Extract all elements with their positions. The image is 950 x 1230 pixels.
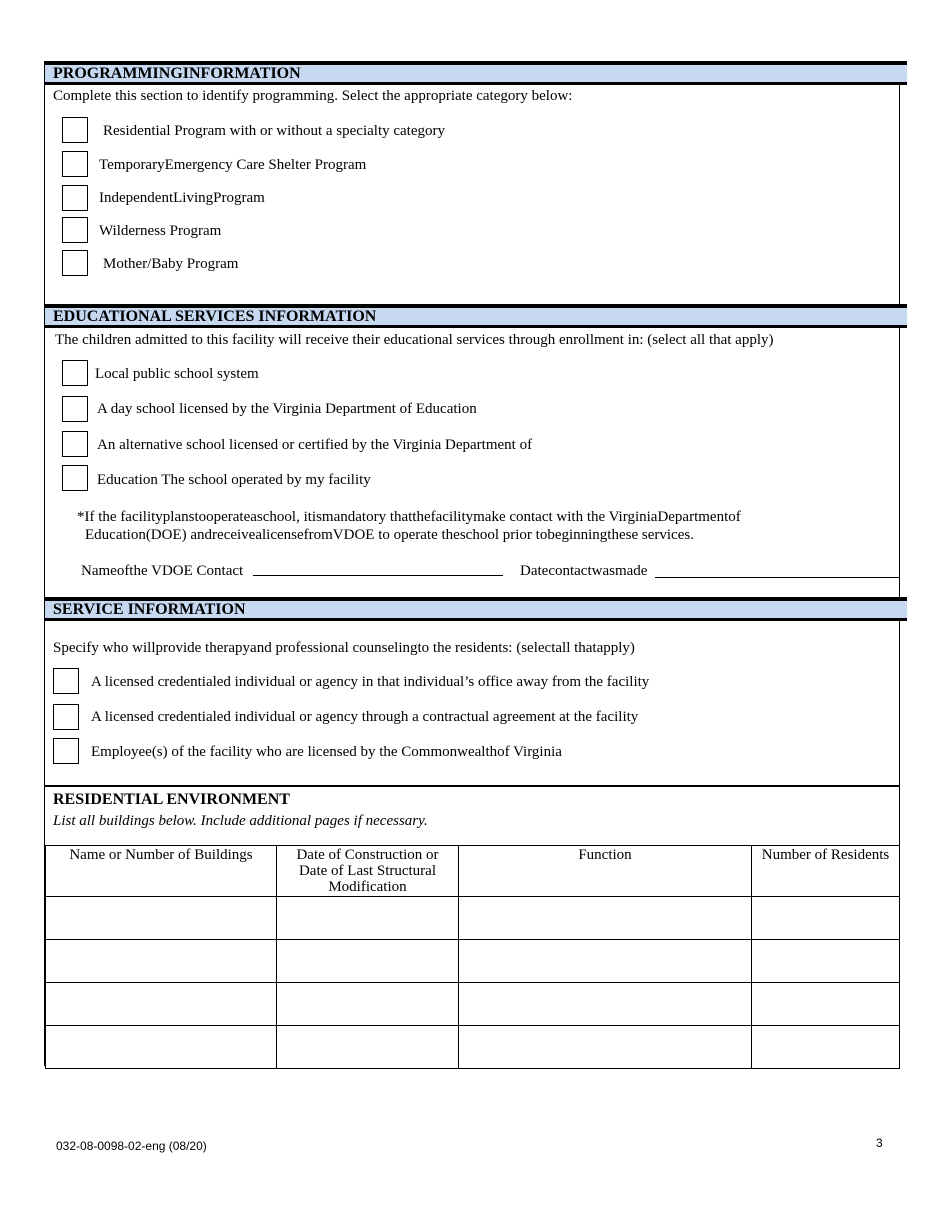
alternative-school-checkbox[interactable] [62, 431, 88, 457]
facility-school-label: Education The school operated by my facility [97, 472, 371, 488]
vdoe-contact-label: Nameofthe VDOE Contact [81, 563, 244, 579]
section-divider [45, 785, 899, 787]
service-instructions: Specify who willprovide therapyand professional counselingto the residents: (selectall thatapply) [53, 640, 635, 656]
mother-baby-program-label: Mother/Baby Program [103, 256, 239, 272]
function-cell[interactable] [459, 940, 752, 983]
residents-cell[interactable] [752, 1026, 900, 1069]
residents-cell[interactable] [752, 897, 900, 940]
education-instructions: The children admitted to this facility will receive their educational services through enrollment in: (select all that apply) [55, 332, 774, 348]
building-name-cell[interactable] [46, 983, 277, 1026]
residents-cell[interactable] [752, 983, 900, 1026]
independent-living-label: IndependentLivingProgram [99, 190, 265, 206]
local-public-school-label: Local public school system [95, 366, 259, 382]
residential-program-label: Residential Program with or without a specialty category [103, 123, 445, 139]
page-number: 3 [876, 1136, 883, 1150]
table-row [46, 1026, 900, 1069]
construction-date-cell[interactable] [277, 940, 459, 983]
function-cell[interactable] [459, 897, 752, 940]
column-header-number-of-residents: Number of Residents [752, 846, 900, 897]
offsite-provider-checkbox[interactable] [53, 668, 79, 694]
facility-school-checkbox[interactable] [62, 465, 88, 491]
column-header-building-name: Name or Number of Buildings [46, 846, 277, 897]
table-header-row [46, 846, 900, 897]
mother-baby-program-checkbox[interactable] [62, 250, 88, 276]
local-public-school-checkbox[interactable] [62, 360, 88, 386]
table-row [46, 897, 900, 940]
doe-license-note-line1: *If the facilityplanstooperateaschool, itismandatory thatthefacilitymake contact with the VirginiaDepartmentof [77, 509, 741, 525]
building-name-cell[interactable] [46, 1026, 277, 1069]
construction-date-cell[interactable] [277, 897, 459, 940]
residential-section-title: RESIDENTIAL ENVIRONMENT [53, 791, 290, 808]
form-id: 032-08-0098-02-eng (08/20) [56, 1139, 207, 1153]
vdoe-contact-input[interactable] [253, 575, 503, 576]
independent-living-checkbox[interactable] [62, 185, 88, 211]
temporary-emergency-shelter-checkbox[interactable] [62, 151, 88, 177]
facility-employee-checkbox[interactable] [53, 738, 79, 764]
column-header-function: Function [459, 846, 752, 897]
function-cell[interactable] [459, 1026, 752, 1069]
table-row [46, 940, 900, 983]
construction-date-cell[interactable] [277, 983, 459, 1026]
column-header-construction-date: Date of Construction or Date of Last Structural Modification [277, 846, 459, 897]
date-contact-input[interactable] [655, 577, 899, 578]
wilderness-program-checkbox[interactable] [62, 217, 88, 243]
day-school-checkbox[interactable] [62, 396, 88, 422]
date-contact-label: Datecontactwasmade [520, 563, 648, 579]
temporary-emergency-shelter-label: TemporaryEmergency Care Shelter Program [99, 157, 367, 173]
residential-section-subtitle: List all buildings below. Include additional pages if necessary. [53, 813, 428, 829]
wilderness-program-label: Wilderness Program [99, 223, 222, 239]
function-cell[interactable] [459, 983, 752, 1026]
table-row [46, 983, 900, 1026]
offsite-provider-label: A licensed credentialed individual or agency in that individual’s office away from the facility [91, 674, 650, 690]
education-section-header: EDUCATIONAL SERVICES INFORMATION [45, 304, 907, 328]
building-name-cell[interactable] [46, 940, 277, 983]
contractual-provider-checkbox[interactable] [53, 704, 79, 730]
doe-license-note-line2: Education(DOE) andreceivealicensefromVDOE to operate theschool prior tobeginningthese services. [85, 527, 694, 543]
construction-date-cell[interactable] [277, 1026, 459, 1069]
contractual-provider-label: A licensed credentialed individual or agency through a contractual agreement at the facility [91, 709, 639, 725]
day-school-label: A day school licensed by the Virginia Department of Education [97, 401, 477, 417]
programming-section-header: PROGRAMMINGINFORMATION [45, 61, 907, 85]
programming-instructions: Complete this section to identify programming. Select the appropriate category below: [53, 88, 573, 104]
alternative-school-label: An alternative school licensed or certified by the Virginia Department of [97, 437, 533, 453]
facility-employee-label: Employee(s) of the facility who are licensed by the Commonwealthof Virginia [91, 744, 562, 760]
residents-cell[interactable] [752, 940, 900, 983]
buildings-table [45, 845, 900, 1069]
service-section-header: SERVICE INFORMATION [45, 597, 907, 621]
residential-program-checkbox[interactable] [62, 117, 88, 143]
building-name-cell[interactable] [46, 897, 277, 940]
application-form [44, 61, 900, 1066]
